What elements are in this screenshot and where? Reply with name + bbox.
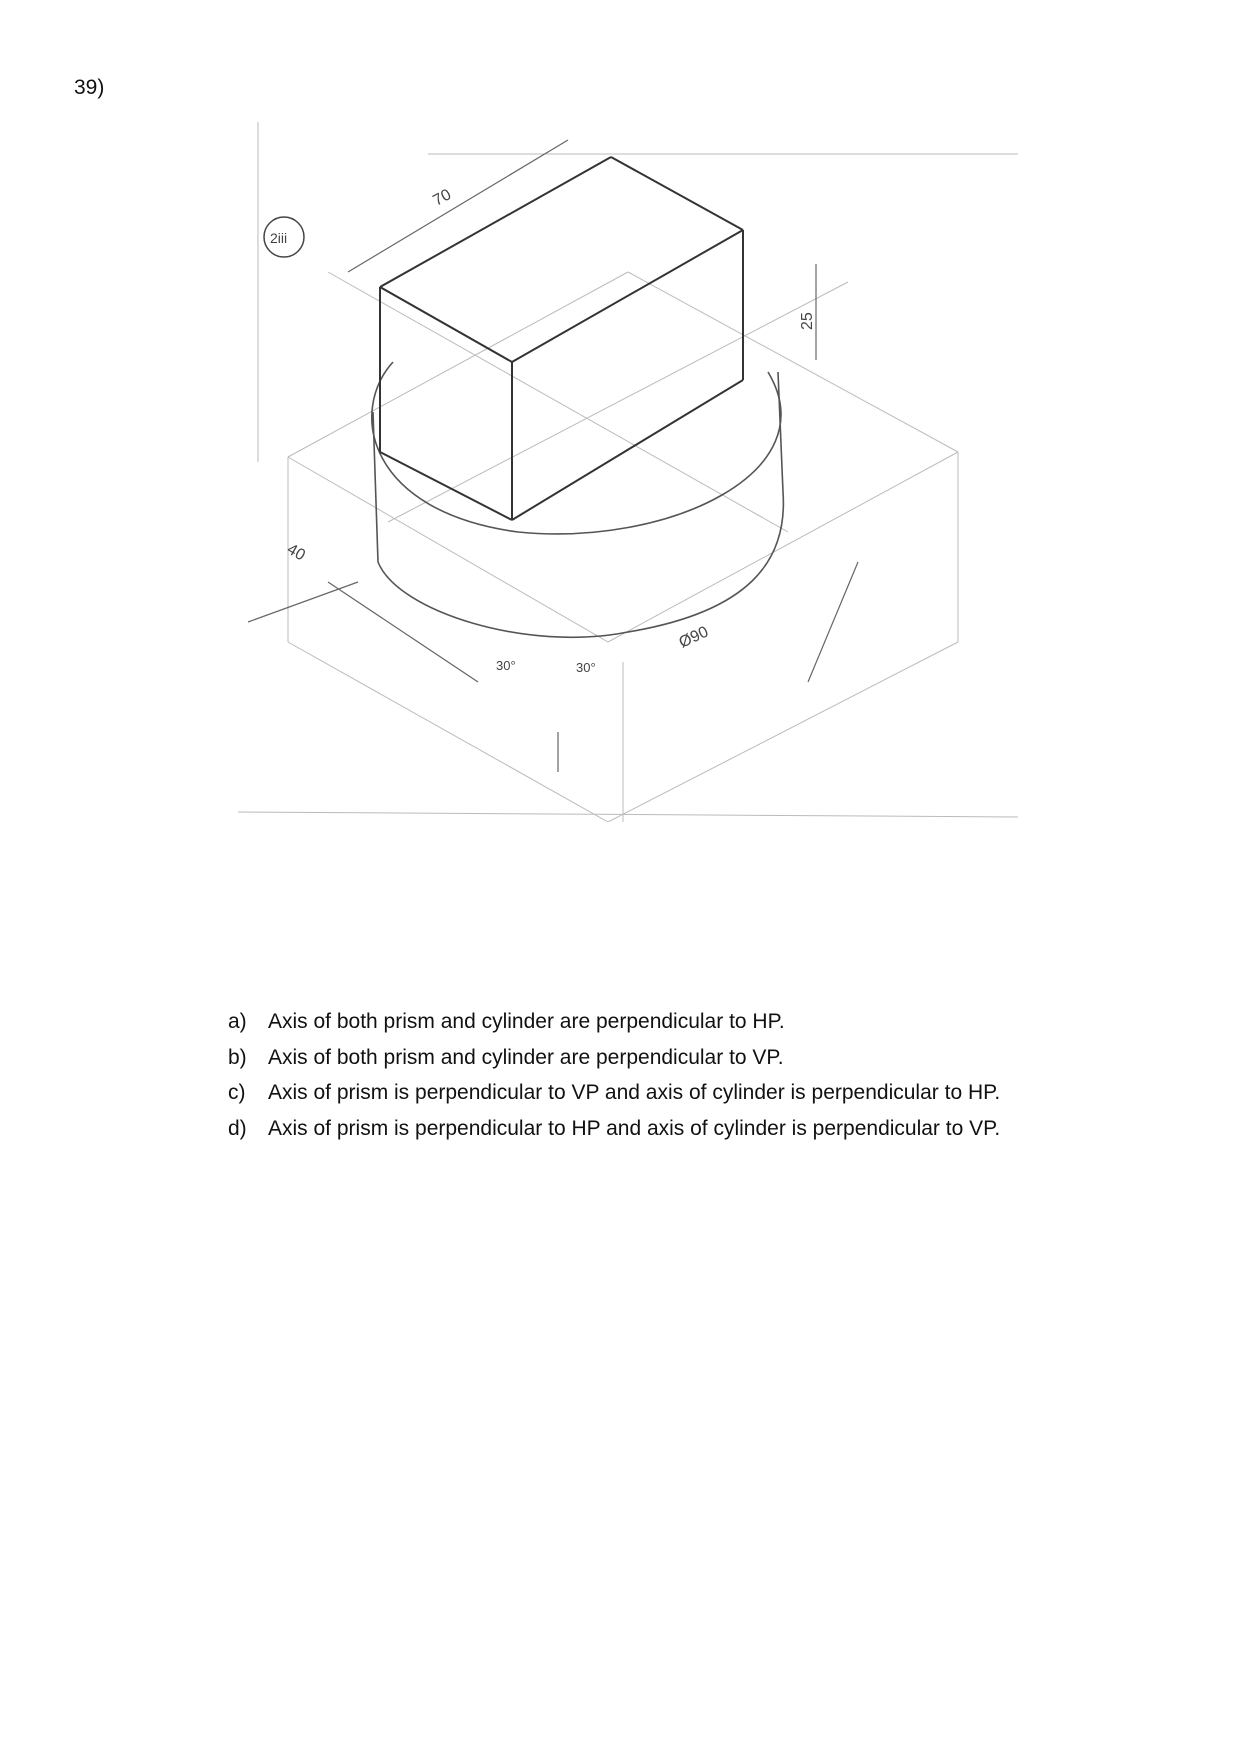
angle-right-label: 30° xyxy=(576,660,596,675)
dim-width-label: 40 xyxy=(284,540,308,565)
prism-outline xyxy=(380,157,743,520)
angle-left-label: 30° xyxy=(496,658,516,673)
option-letter: a) xyxy=(228,1010,247,1033)
isometric-drawing xyxy=(228,122,1018,822)
option-b[interactable] xyxy=(228,1040,1000,1076)
option-text: Axis of prism is perpendicular to VP and axis of cylinder is perpendicular to HP. xyxy=(268,1081,1001,1104)
option-letter: b) xyxy=(228,1045,247,1069)
option-c[interactable] xyxy=(228,1075,1000,1111)
option-text: Axis of prism is perpendicular to HP and axis of cylinder is perpendicular to VP. xyxy=(268,1116,1001,1140)
option-letter: c) xyxy=(228,1081,246,1104)
construction-lines xyxy=(238,122,1018,822)
isometric-drawing-svg xyxy=(228,122,1018,822)
option-text: Axis of both prism and cylinder are perpendicular to VP. xyxy=(268,1045,784,1069)
option-letter: d) xyxy=(228,1116,247,1140)
answer-options xyxy=(228,1004,1000,1146)
dim-diameter-label: Ø90 xyxy=(676,623,712,652)
option-d[interactable] xyxy=(228,1111,1000,1147)
question-number: 39) xyxy=(74,76,105,99)
figure-tag xyxy=(264,217,304,257)
cylinder-outline xyxy=(372,362,784,637)
dim-length-label: 70 xyxy=(430,186,455,210)
option-text: Axis of both prism and cylinder are perpendicular to HP. xyxy=(268,1010,785,1033)
figure-tag-label: 2iii xyxy=(270,230,288,246)
option-a[interactable] xyxy=(228,1004,1000,1040)
dim-height-label: 25 xyxy=(799,312,816,330)
